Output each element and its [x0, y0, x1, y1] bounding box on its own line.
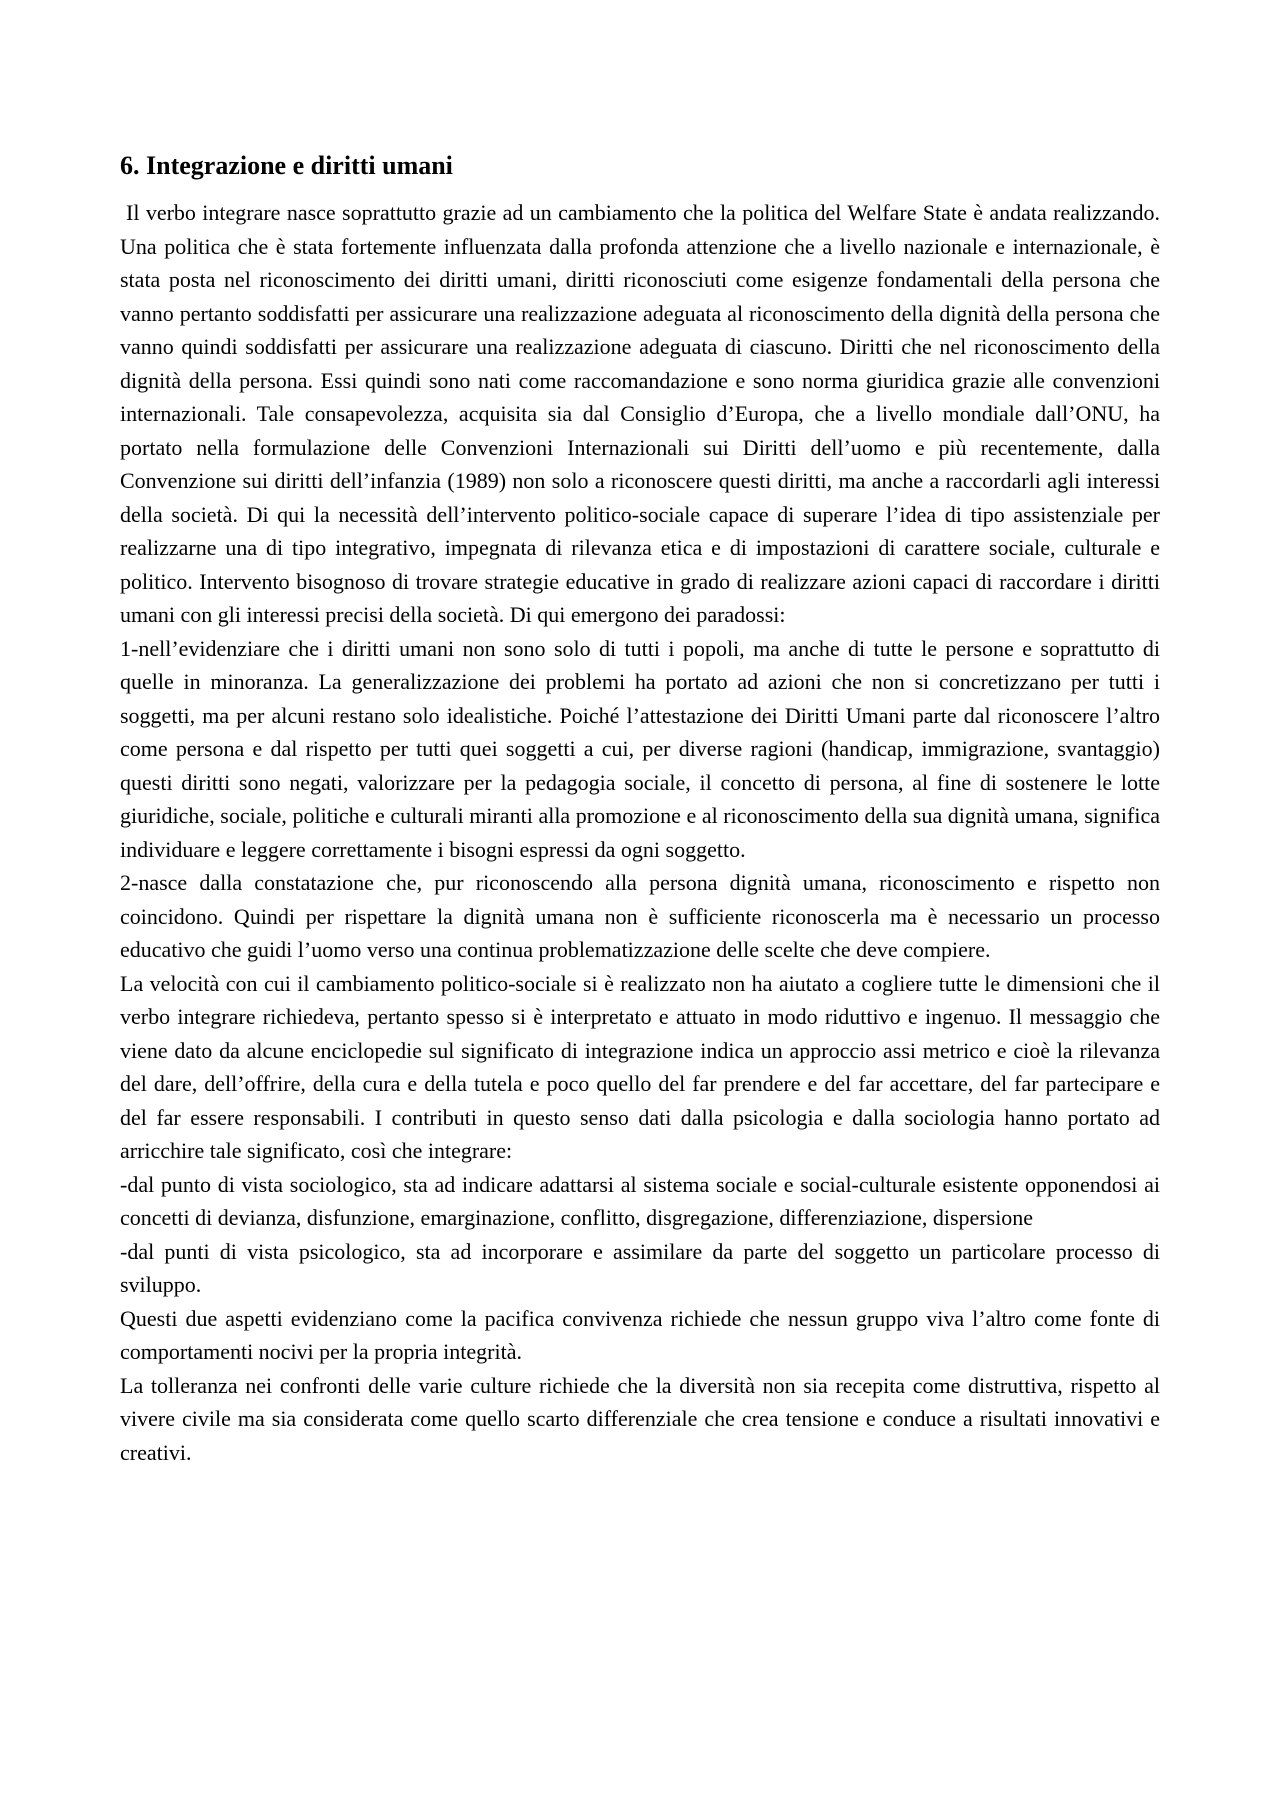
document-body: [120, 150, 1160, 1469]
paragraph-psychological: -dal punti di vista psicologico, sta ad incorporare e assimilare da parte del soggetto un particolare processo di sviluppo.: [120, 1238, 1160, 1297]
paragraph-paradox-2: 2-nasce dalla constatazione che, pur riconoscendo alla persona dignità umana, riconoscimento e rispetto non coincidono. Quindi per rispettare la dignità umana non è sufficiente riconoscerla ma è necessario un processo educativo che guidi l’uomo verso una continua problematizzazione delle scelte che deve compiere.: [120, 870, 1160, 962]
paragraph-sociological: -dal punto di vista sociologico, sta ad indicare adattarsi al sistema sociale e social-culturale esistente opponendosi ai concetti di devianza, disfunzione, emarginazione, conflitto, disgregazione, differenziazione, dispersione: [120, 1171, 1160, 1230]
section-heading: 6. Integrazione e diritti umani: [120, 151, 453, 180]
paragraph-tolerance: La tolleranza nei confronti delle varie culture richiede che la diversità non sia recepita come distruttiva, rispetto al vivere civile ma sia considerata come quello scarto differenziale che crea tensione e conduce a risultati innovativi e creativi.: [120, 1372, 1160, 1465]
paragraph-paradox-1: 1-nell’evidenziare che i diritti umani non sono solo di tutti i popoli, ma anche di tutte le persone e soprattutto di quelle in minoranza. La generalizzazione dei problemi ha portato ad azioni che non si concretizzano per tutti i soggetti, ma per alcuni restano solo idealistiche. Poiché l’attestazione dei Diritti Umani parte dal riconoscere l’altro come persona e dal rispetto per tutti quei soggetti a cui, per diverse ragioni (handicap, immigrazione, svantaggio) questi diritti sono negati, valorizzare per la pedagogia sociale, il concetto di persona, al fine di sostenere le lotte giuridiche, sociale, politiche e culturali miranti alla promozione e al riconoscimento della sua dignità umana, significa individuare e leggere correttamente i bisogni espressi da ogni soggetto.: [120, 635, 1160, 862]
paragraph-velocity: La velocità con cui il cambiamento politico-sociale si è realizzato non ha aiutato a cogliere tutte le dimensioni che il verbo integrare richiedeva, pertanto spesso si è interpretato e attuato in modo riduttivo e ingenuo. Il messaggio che viene dato da alcune enciclopedie sul significato di integrazione indica un approccio assi metrico e cioè la rilevanza del dare, dell’offrire, della cura e della tutela e poco quello del far prendere e del far accettare, del far partecipare e del far essere responsabili. I contributi in questo senso dati dalla psicologia e dalla sociologia hanno portato ad arricchire tale significato, così che integrare:: [120, 970, 1160, 1163]
paragraph-intro: Il verbo integrare nasce soprattutto grazie ad un cambiamento che la politica del Welfare State è andata realizzando. Una politica che è stata fortemente influenzata dalla profonda attenzione che a livello nazionale e internazionale, è stata posta nel riconoscimento dei diritti umani, diritti riconosciuti come esigenze fondamentali della persona che vanno pertanto soddisfatti per assicurare una realizzazione adeguata al riconoscimento della dignità della persona che vanno quindi soddisfatti per assicurare una realizzazione adeguata di ciascuno. Diritti che nel riconoscimento della dignità della persona. Essi quindi sono nati come raccomandazione e sono norma giuridica grazie alle convenzioni internazionali. Tale consapevolezza, acquisita sia dal Consiglio d’Europa, che a livello mondiale dall’ONU, ha portato nella formulazione delle Convenzioni Internazionali sui Diritti dell’uomo e più recentemente, dalla Convenzione sui diritti dell’infanzia (1989) non solo a riconoscere questi diritti, ma anche a raccordarli agli interessi della società. Di qui la necessità dell’intervento politico-sociale capace di superare l’idea di tipo assistenziale per realizzarne una di tipo integrativo, impegnata di rilevanza etica e di impostazioni di carattere sociale, culturale e politico. Intervento bisognoso di trovare strategie educative in grado di realizzare azioni capaci di raccordare i diritti umani con gli interessi precisi della società. Di qui emergono dei paradossi:: [120, 200, 1160, 627]
paragraph-coexistence: Questi due aspetti evidenziano come la pacifica convivenza richiede che nessun gruppo viva l’altro come fonte di comportamenti nocivi per la propria integrità.: [120, 1305, 1160, 1364]
